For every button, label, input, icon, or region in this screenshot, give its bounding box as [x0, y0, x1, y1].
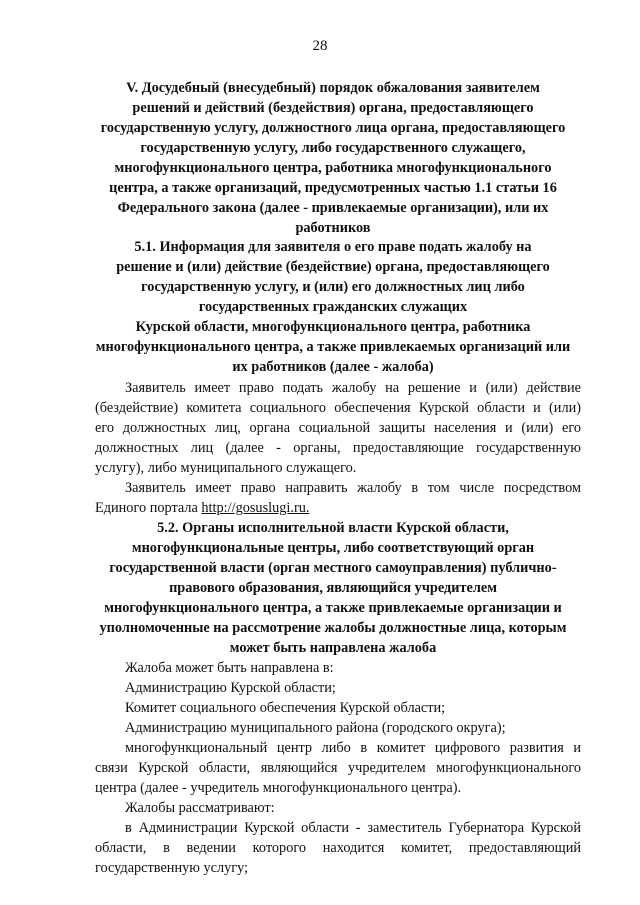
paragraph-line: Заявитель имеет право направить жалобу в том числе посредством	[125, 480, 581, 496]
heading-line: работников	[295, 220, 371, 236]
paragraph-line: его должностных лиц, органа социальной защиты населения и (или) его	[95, 420, 581, 436]
heading-line: государственную услугу, и (или) его должностных лиц либо	[141, 279, 525, 295]
heading-line: государственных гражданских служащих	[198, 299, 468, 315]
paragraph-line: Администрацию Курской области;	[125, 680, 336, 696]
heading-line: 5.1. Информация для заявителя о его праве подать жалобу на	[134, 239, 532, 255]
heading-line: их работников (далее - жалоба)	[232, 359, 434, 375]
paragraph-line: государственную услугу;	[95, 860, 249, 876]
section-5-1-body	[95, 378, 581, 518]
heading-line: многофункциональные центры, либо соответствующий орган	[131, 540, 535, 556]
page-number: 28	[312, 38, 328, 54]
heading-line: государственную услугу, либо государственного служащего,	[140, 140, 526, 156]
heading-line: Курской области, многофункционального центра, работника	[135, 319, 531, 335]
heading-line: центра, а также организаций, предусмотренных частью 1.1 статьи 16	[109, 180, 557, 196]
heading-line: многофункционального центра, а также привлекаемых организаций или	[95, 339, 571, 355]
heading-line: государственной власти (орган местного самоуправления) публично-	[109, 560, 557, 576]
heading-line: правового образования, являющийся учредителем	[169, 580, 497, 596]
heading-line: многофункционального центра, работника многофункционального	[114, 160, 552, 176]
heading-line: решение и (или) действие (бездействие) органа, предоставляющего	[116, 259, 550, 275]
paragraph-line: Заявитель имеет право подать жалобу на решение и (или) действие	[125, 380, 581, 396]
section-5-2-heading	[88, 518, 578, 658]
section-5-heading	[88, 78, 578, 238]
paragraph-line: (бездействие) комитета социального обеспечения Курской области и (или)	[95, 400, 581, 416]
paragraph-line: Комитет социального обеспечения Курской области;	[125, 700, 446, 716]
heading-line: 5.2. Органы исполнительной власти Курской области,	[157, 520, 509, 536]
heading-line: решений и действий (бездействия) органа, предоставляющего	[132, 100, 534, 116]
heading-line: государственную услугу, должностного лица органа, предоставляющего	[100, 120, 566, 136]
paragraph-line: в Администрации Курской области - заместитель Губернатора Курской	[125, 820, 581, 836]
gosuslugi-link[interactable]: http://gosuslugi.ru.	[201, 500, 310, 516]
heading-line: уполномоченные на рассмотрение жалобы должностные лица, которым	[99, 620, 567, 636]
heading-line: Федерального закона (далее - привлекаемые организации), или их	[117, 200, 549, 216]
paragraph-line	[95, 498, 581, 518]
paragraph-line: области, в ведении которого находится комитет, предоставляющий	[95, 840, 581, 856]
heading-line: V. Досудебный (внесудебный) порядок обжалования заявителем	[126, 80, 540, 96]
heading-line: многофункционального центра, а также привлекаемые организации и	[104, 600, 562, 616]
paragraph-line: услугу), либо муниципального служащего.	[95, 460, 357, 476]
paragraph-line: должностных лиц (далее - органы, предоставляющие государственную	[95, 440, 581, 456]
paragraph-line: многофункциональный центр либо в комитет цифрового развития и	[125, 740, 581, 756]
paragraph-line: Администрацию муниципального района (городского округа);	[125, 720, 506, 736]
paragraph-line: связи Курской области, являющийся учредителем многофункционального	[95, 760, 581, 776]
paragraph-line: центра (далее - учредитель многофункционального центра).	[95, 780, 462, 796]
paragraph-line: Жалобы рассматривают:	[125, 800, 275, 816]
section-5-1-heading	[88, 237, 578, 377]
paragraph-text: Единого портала	[95, 500, 202, 516]
heading-line: может быть направлена жалоба	[229, 640, 437, 656]
section-5-2-body	[95, 658, 581, 878]
paragraph-line: Жалоба может быть направлена в:	[125, 660, 334, 676]
